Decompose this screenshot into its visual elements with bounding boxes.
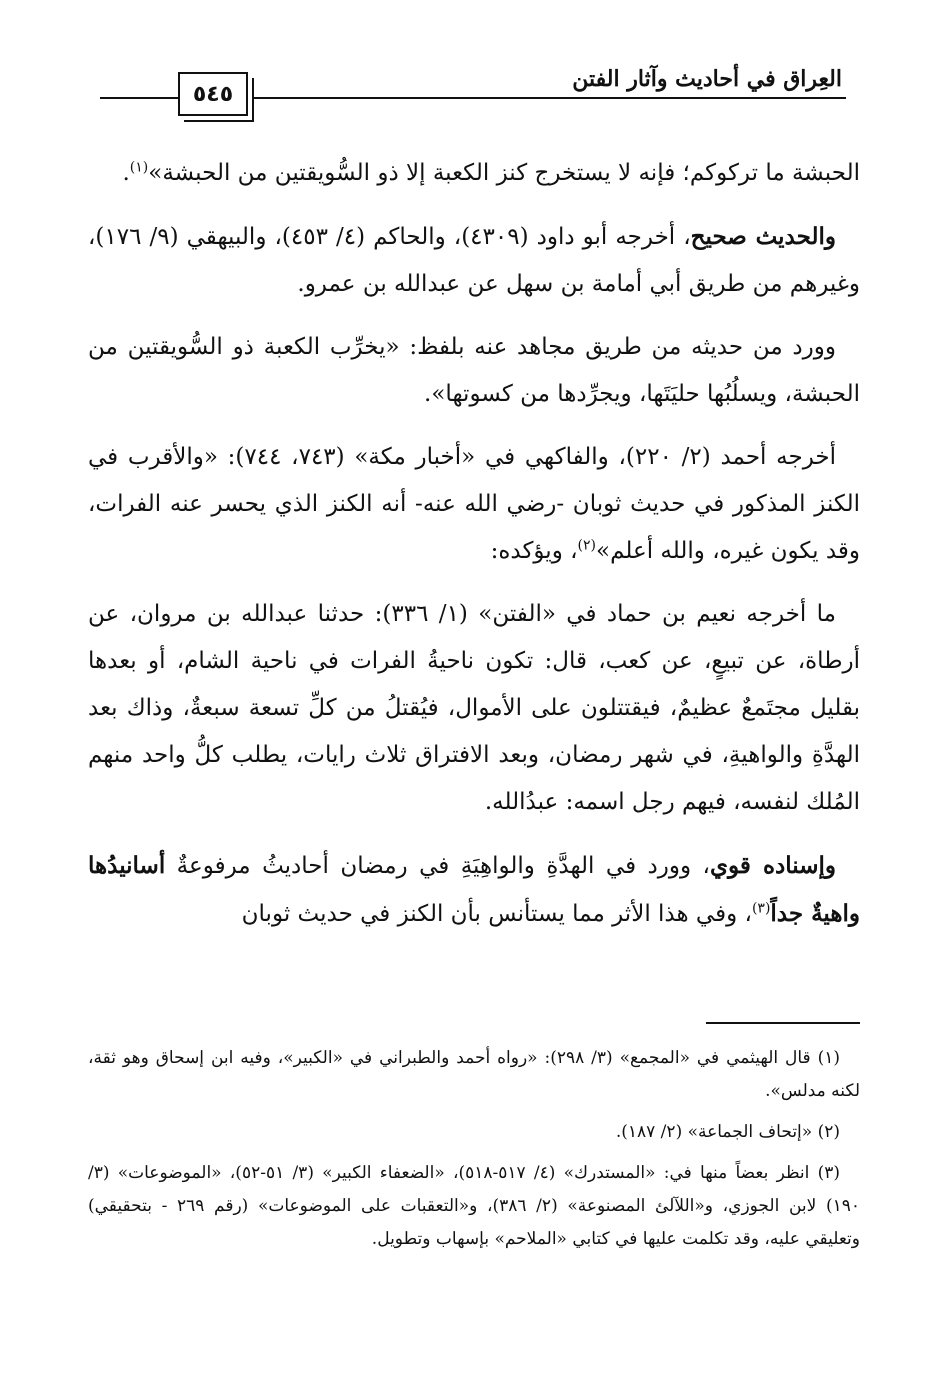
paragraph: أخرجه أحمد (٢/ ٢٢٠)، والفاكهي في «أخبار مكة» (٧٤٣، ٧٤٤): «والأقرب في الكنز المذكور في حديث ثوبان -رضي الله عنه- أنه الكنز الذي يحسر عنه الفرات، وقد يكون غيره، والله أعلم»$^{(٢)}$، ويؤكده: [88,444,860,564]
header-rule-right [252,97,846,99]
paragraph: وإسناده قوي، وورد في الهدَّةِ والواهِيَةِ في رمضان أحاديثُ مرفوعةٌ أسانيدُها واهيةٌ جداً$^{(٣)}$، وفي هذا الأثر مما يستأنس بأن الكنز في حديث ثوبان [88,852,860,927]
grading-label: والحديث صحيح [690,223,836,250]
footnotes [88,1042,860,1264]
paragraph: الحبشة ما تركوكم؛ فإنه لا يستخرج كنز الكعبة إلا ذو السُّويقتين من الحبشة»$^{(١)}$. [122,159,860,186]
book-title: العِراق في أحاديث وآثار الفتن [568,66,846,92]
footnote: (١) قال الهيثمي في «المجمع» (٣/ ٢٩٨): «رواه أحمد والطبراني في «الكبير»، وفيه ابن إسحاق وهو ثقة، لكنه مدلس». [88,1048,860,1101]
paragraph: والحديث صحيح، أخرجه أبو داود (٤٣٠٩)، والحاكم (٤/ ٤٥٣)، والبيهقي (٩/ ١٧٦)، وغيرهم من طريق أبي أمامة بن سهل عن عبدالله بن عمرو. [88,223,860,297]
page-header [0,52,946,112]
grading-label: وإسناده قوي [709,852,836,879]
footnote-ref: (٣) [751,900,771,917]
footnote: (٣) انظر بعضاً منها في: «المستدرك» (٤/ ٥١٧-٥١٨)، «الضعفاء الكبير» (٣/ ٥١-٥٢)، «الموضوعات» (٣/ ١٩٠) لابن الجوزي، و«اللآلئ المصنوعة» (٢/ ٣٨٦)، و«التعقبات على الموضوعات» (رقم ٢٦٩ - بتحقيقي) وتعليقي عليه، وقد تكلمت عليها في كتابي «الملاحم» بإسهاب وتطويل. [88,1163,860,1249]
footnote-separator [706,1022,860,1024]
paragraph: ما أخرجه نعيم بن حماد في «الفتن» (١/ ٣٣٦): حدثنا عبدالله بن مروان، عن أرطاة، عن تبيعٍ، عن كعب، قال: تكون ناحيةُ الفرات في ناحية الشام، أو بعدها بقليل مجتَمعٌ عظيمٌ، فيقتتلون على الأموال، فيُقتلُ من كلِّ تسعة سبعةٌ، وذاك بعد الهدَّةِ والواهيةِ، في شهر رمضان، وبعد الافتراق ثلاث رايات، يطلب كلُّ واحد منهم المُلك لنفسه، فيهم رجل اسمه: عبدُالله. [88,601,860,815]
main-text [88,150,860,954]
footnote-ref: (١) [129,159,149,176]
header-rule-left [100,97,178,99]
footnote-ref: (٢) [577,537,597,554]
grading-label: أسانيدُها واهيةٌ جداً [88,852,860,927]
footnote: (٢) «إتحاف الجماعة» (٢/ ١٨٧). [615,1122,840,1142]
page-number: ٥٤٥ [178,72,248,116]
paragraph: وورد من حديثه من طريق مجاهد عنه بلفظ: «يخرِّب الكعبة ذو السُّويقتين من الحبشة، ويسلُبُها حليَتَها، ويجرِّدها من كسوتها». [88,334,860,407]
